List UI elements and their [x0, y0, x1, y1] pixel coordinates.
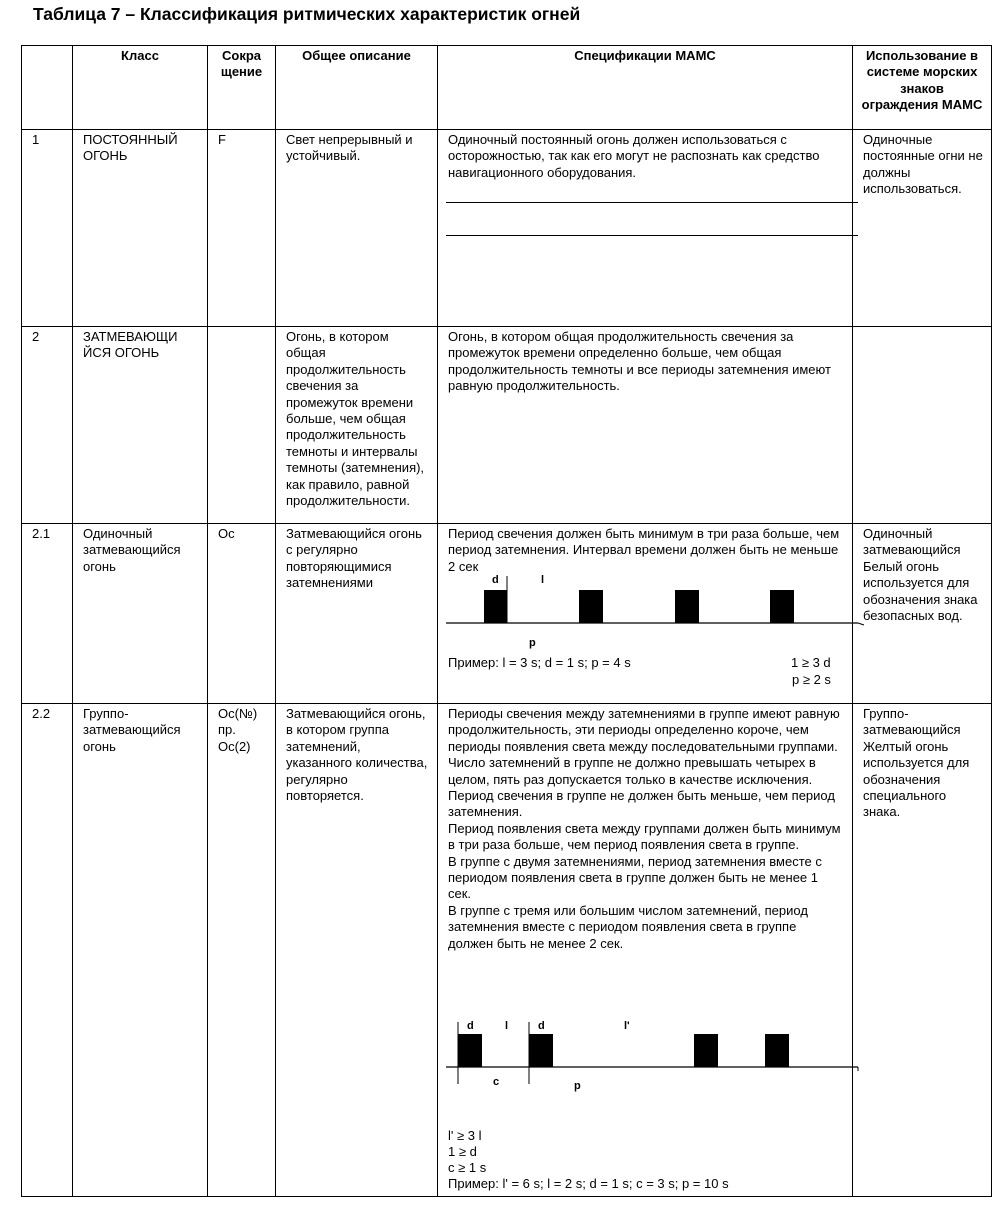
- eclipse-block: [770, 590, 794, 623]
- row-spec: [438, 704, 853, 1197]
- row-abbr: [208, 327, 276, 524]
- header-abbr-text: Сокра щение: [220, 48, 263, 80]
- row-desc: Затмевающийся огонь, в котором группа затемнений, указанного количества, регулярно повторяется.: [276, 704, 438, 1197]
- axis-tail: [858, 623, 864, 625]
- row-abbr: Oc: [208, 524, 276, 704]
- row-desc: Огонь, в котором общая продолжительность свечения за промежуток времени больше, чем общая продолжительность темноты и интервалы темноты (затемнения), как правило, равной продолжительности.: [276, 327, 438, 524]
- row-class: Одиночный затмевающийся огонь: [73, 524, 208, 704]
- formula-text: c ≥ 1 s: [448, 1160, 487, 1175]
- occulting-diagram: [446, 574, 866, 654]
- example-text: Пример: l = 3 s; d = 1 s; p = 4 s: [448, 655, 631, 670]
- row-num: 2.1: [22, 524, 73, 704]
- blank-line: [446, 202, 858, 203]
- row-abbr-text: Oc(№) пр. Oc(2): [218, 706, 258, 754]
- eclipse-block: [694, 1034, 718, 1067]
- header-class: Класс: [73, 46, 208, 130]
- row-spec: [438, 524, 853, 704]
- eclipse-block: [675, 590, 699, 623]
- row-class: ЗАТМЕВАЮЩИ ЙСЯ ОГОНЬ: [73, 327, 208, 524]
- label-l: l: [541, 574, 545, 586]
- eclipse-block: [484, 590, 507, 623]
- row-spec: [438, 130, 853, 327]
- header-spec: Спецификации МАМС: [438, 46, 853, 130]
- spec-cell-content: [448, 706, 844, 1193]
- eclipse-block: [765, 1034, 789, 1067]
- eclipse-block: [529, 1034, 553, 1067]
- spec-cell-content: [448, 526, 844, 698]
- header-desc: Общее описание: [276, 46, 438, 130]
- row-usage: Группо- затмевающийся Желтый огонь используется для обозначения специального знака.: [853, 704, 992, 1197]
- blank-line: [446, 235, 858, 236]
- header-num: [22, 46, 73, 130]
- row-usage: Одиночный затмевающийся Белый огонь используется для обозначения знака безопасных вод.: [853, 524, 992, 704]
- label-p: p: [574, 1080, 581, 1092]
- row-desc: Свет непрерывный и устойчивый.: [276, 130, 438, 327]
- group-occulting-diagram: [446, 1022, 866, 1102]
- label-c: c: [493, 1076, 500, 1088]
- table-title: Таблица 7 – Классификация ритмических характеристик огней: [33, 4, 581, 24]
- row-usage: [853, 327, 992, 524]
- header-usage: [853, 46, 992, 130]
- spec-paragraph: В группе с тремя или большим числом затемнений, период затемнения вместе с периодом появления света в группе должен быть не менее 2 сек.: [448, 902, 808, 951]
- spec-text: Одиночный постоянный огонь должен использоваться с осторожностью, так как его могут не распознать как средство навигационного оборудования.: [448, 132, 820, 180]
- row-abbr: [208, 704, 276, 1197]
- rule-text: 1 ≥ 3 d: [791, 655, 831, 670]
- eclipse-block: [579, 590, 603, 623]
- row-class: Группо- затмевающийся огонь: [73, 704, 208, 1197]
- label-l-prime: l': [624, 1020, 630, 1032]
- table-row: [22, 327, 992, 524]
- row-num: 2.2: [22, 704, 73, 1197]
- rule-text: p ≥ 2 s: [792, 672, 831, 687]
- header-abbr: [208, 46, 276, 130]
- spec-paragraph: В группе с двумя затемнениями, период затемнения вместе с периодом появления света в группе должен быть не менее 1 сек.: [448, 853, 822, 902]
- spec-cell-content: [448, 132, 844, 181]
- spec-paragraph: Период появления света между группами должен быть минимум в три раза больше, чем период появления света в группе.: [448, 820, 841, 853]
- table-header-row: [22, 46, 992, 130]
- label-l: l: [505, 1020, 509, 1032]
- spec-text: Период свечения должен быть минимум в три раза больше, чем период затемнения. Интервал времени должен быть не меньше 2 сек: [448, 526, 840, 574]
- table-row: [22, 524, 992, 704]
- row-usage: Одиночные постоянные огни не должны использоваться.: [853, 130, 992, 327]
- label-d: d: [538, 1020, 545, 1032]
- label-d: d: [492, 574, 499, 586]
- label-d: d: [467, 1020, 474, 1032]
- spec-paragraph: Период свечения в группе не должен быть меньше, чем период затемнения.: [448, 788, 835, 820]
- row-spec: Огонь, в котором общая продолжительность свечения за промежуток времени определенно больше, чем общая продолжительность темноты и все периоды затемнения имеют равную продолжительность.: [438, 327, 853, 524]
- spec-paragraph: Число затемнений в группе не должно превышать четырех в целом, пять раз допускается только в качестве исключения.: [448, 755, 816, 787]
- row-abbr: F: [208, 130, 276, 327]
- row-desc: Затмевающийся огонь с регулярно повторяющимися затемнениями: [276, 524, 438, 704]
- table-row: [22, 130, 992, 327]
- row-class: ПОСТОЯННЫЙ ОГОНЬ: [73, 130, 208, 327]
- formula-text: 1 ≥ d: [448, 1144, 477, 1159]
- example-text: Пример: l' = 6 s; l = 2 s; d = 1 s; c = 3 s; p = 10 s: [448, 1176, 729, 1191]
- eclipse-block: [458, 1034, 482, 1067]
- row-num: 1: [22, 130, 73, 327]
- row-num: 2: [22, 327, 73, 524]
- table-row: [22, 704, 992, 1197]
- label-p: p: [529, 637, 536, 649]
- spec-paragraph: Периоды свечения между затемнениями в группе имеют равную продолжительность, эти периоды определенно короче, чем периоды появления света между последовательными группами.: [448, 706, 840, 754]
- characteristics-table: [21, 45, 992, 1197]
- header-usage-text: Использование в системе морских знаков ограждения МАМС: [861, 48, 983, 113]
- formula-text: l' ≥ 3 l: [448, 1128, 482, 1143]
